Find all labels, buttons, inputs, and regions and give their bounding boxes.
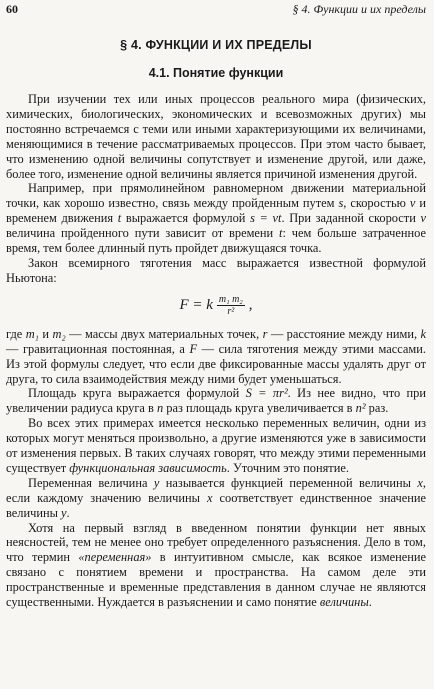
paragraph-7: Переменная величина y называется функцией переменной величины x, если каждому значению величины x соответствует единственное значение величины y. xyxy=(6,475,426,520)
fraction: $\frac{\text{m₁ m₂}}{\text{r²}}$ xyxy=(218,293,243,317)
paragraph-4: где m₁ и m₂ — массы двух материальных точек, r — расстояние между ними, k — гравитационная постоянная, а F — сила тяготения между этими массами. Из этой формулы следует, что если две фиксированные массы удалять друг от друга, то сила взаимодействия между ними будет уменьшаться. xyxy=(6,326,427,386)
page-header xyxy=(6,2,426,24)
running-title: § 4. Функции и их пределы xyxy=(292,2,426,16)
subsection-title: 4.1. Понятие функции xyxy=(148,66,284,80)
paragraph-2: Например, при прямолинейном равномерном движении материальной точки, как хорошо известно, связь между пройденным путем s, скоростью v и временем движения t выражается формулой s = vt. При заданной скорости v величина пройденного пути зависит от времени t: чем больше затраченное время, тем более длинный путь пройдет движущаяся точка. xyxy=(6,181,426,256)
paragraph-5: Площадь круга выражается формулой S = πr². Из нее видно, что при увеличении радиуса круга в n раз площадь круга увеличивается в n² раз. xyxy=(6,386,426,416)
section-title: § 4. ФУНКЦИИ И ИХ ПРЕДЕЛЫ xyxy=(120,38,312,52)
paragraph-3: Закон всемирного тяготения масс выражается известной формулой Ньютона: xyxy=(6,255,426,285)
page-number: 60 xyxy=(6,2,18,16)
newton-formula: F = k $\frac{\text{m₁ m₂}}{\text{r²}}$ , xyxy=(179,293,253,317)
paragraph-1: При изучении тех или иных процессов реального мира (физических, химических, биологических, экономических и всевозможных других) мы постоянно встречаемся с теми или иными характеризующими их величинами, меняющимися в течение рассматриваемых процессов. При этом часто бывает, что изменению одной величины сопутствует и изменение другой, или даже, более того, изменение одной величины является причиной изменения другой. xyxy=(6,92,426,181)
paragraph-8: Хотя на первый взгляд в введенном понятии функции нет явных неясностей, тем не менее оно требует определенного разъяснения. Дело в том, что термин «переменная» в интуитивном смысле, как всякое изменение связано с понятием времени и пространства. На самом деле эти пространственные и временные представления в данном случае не являются существенными. Нуждается в разъяснении и само понятие величины. xyxy=(6,520,426,610)
paragraph-6: Во всех этих примерах имеется несколько переменных величин, одни из которых могут меняться произвольно, а другие изменяются уже в зависимости от изменения первых. В таких случаях говорят, что между этими переменными существует функциональная зависимость. Уточним это понятие. xyxy=(6,416,426,475)
